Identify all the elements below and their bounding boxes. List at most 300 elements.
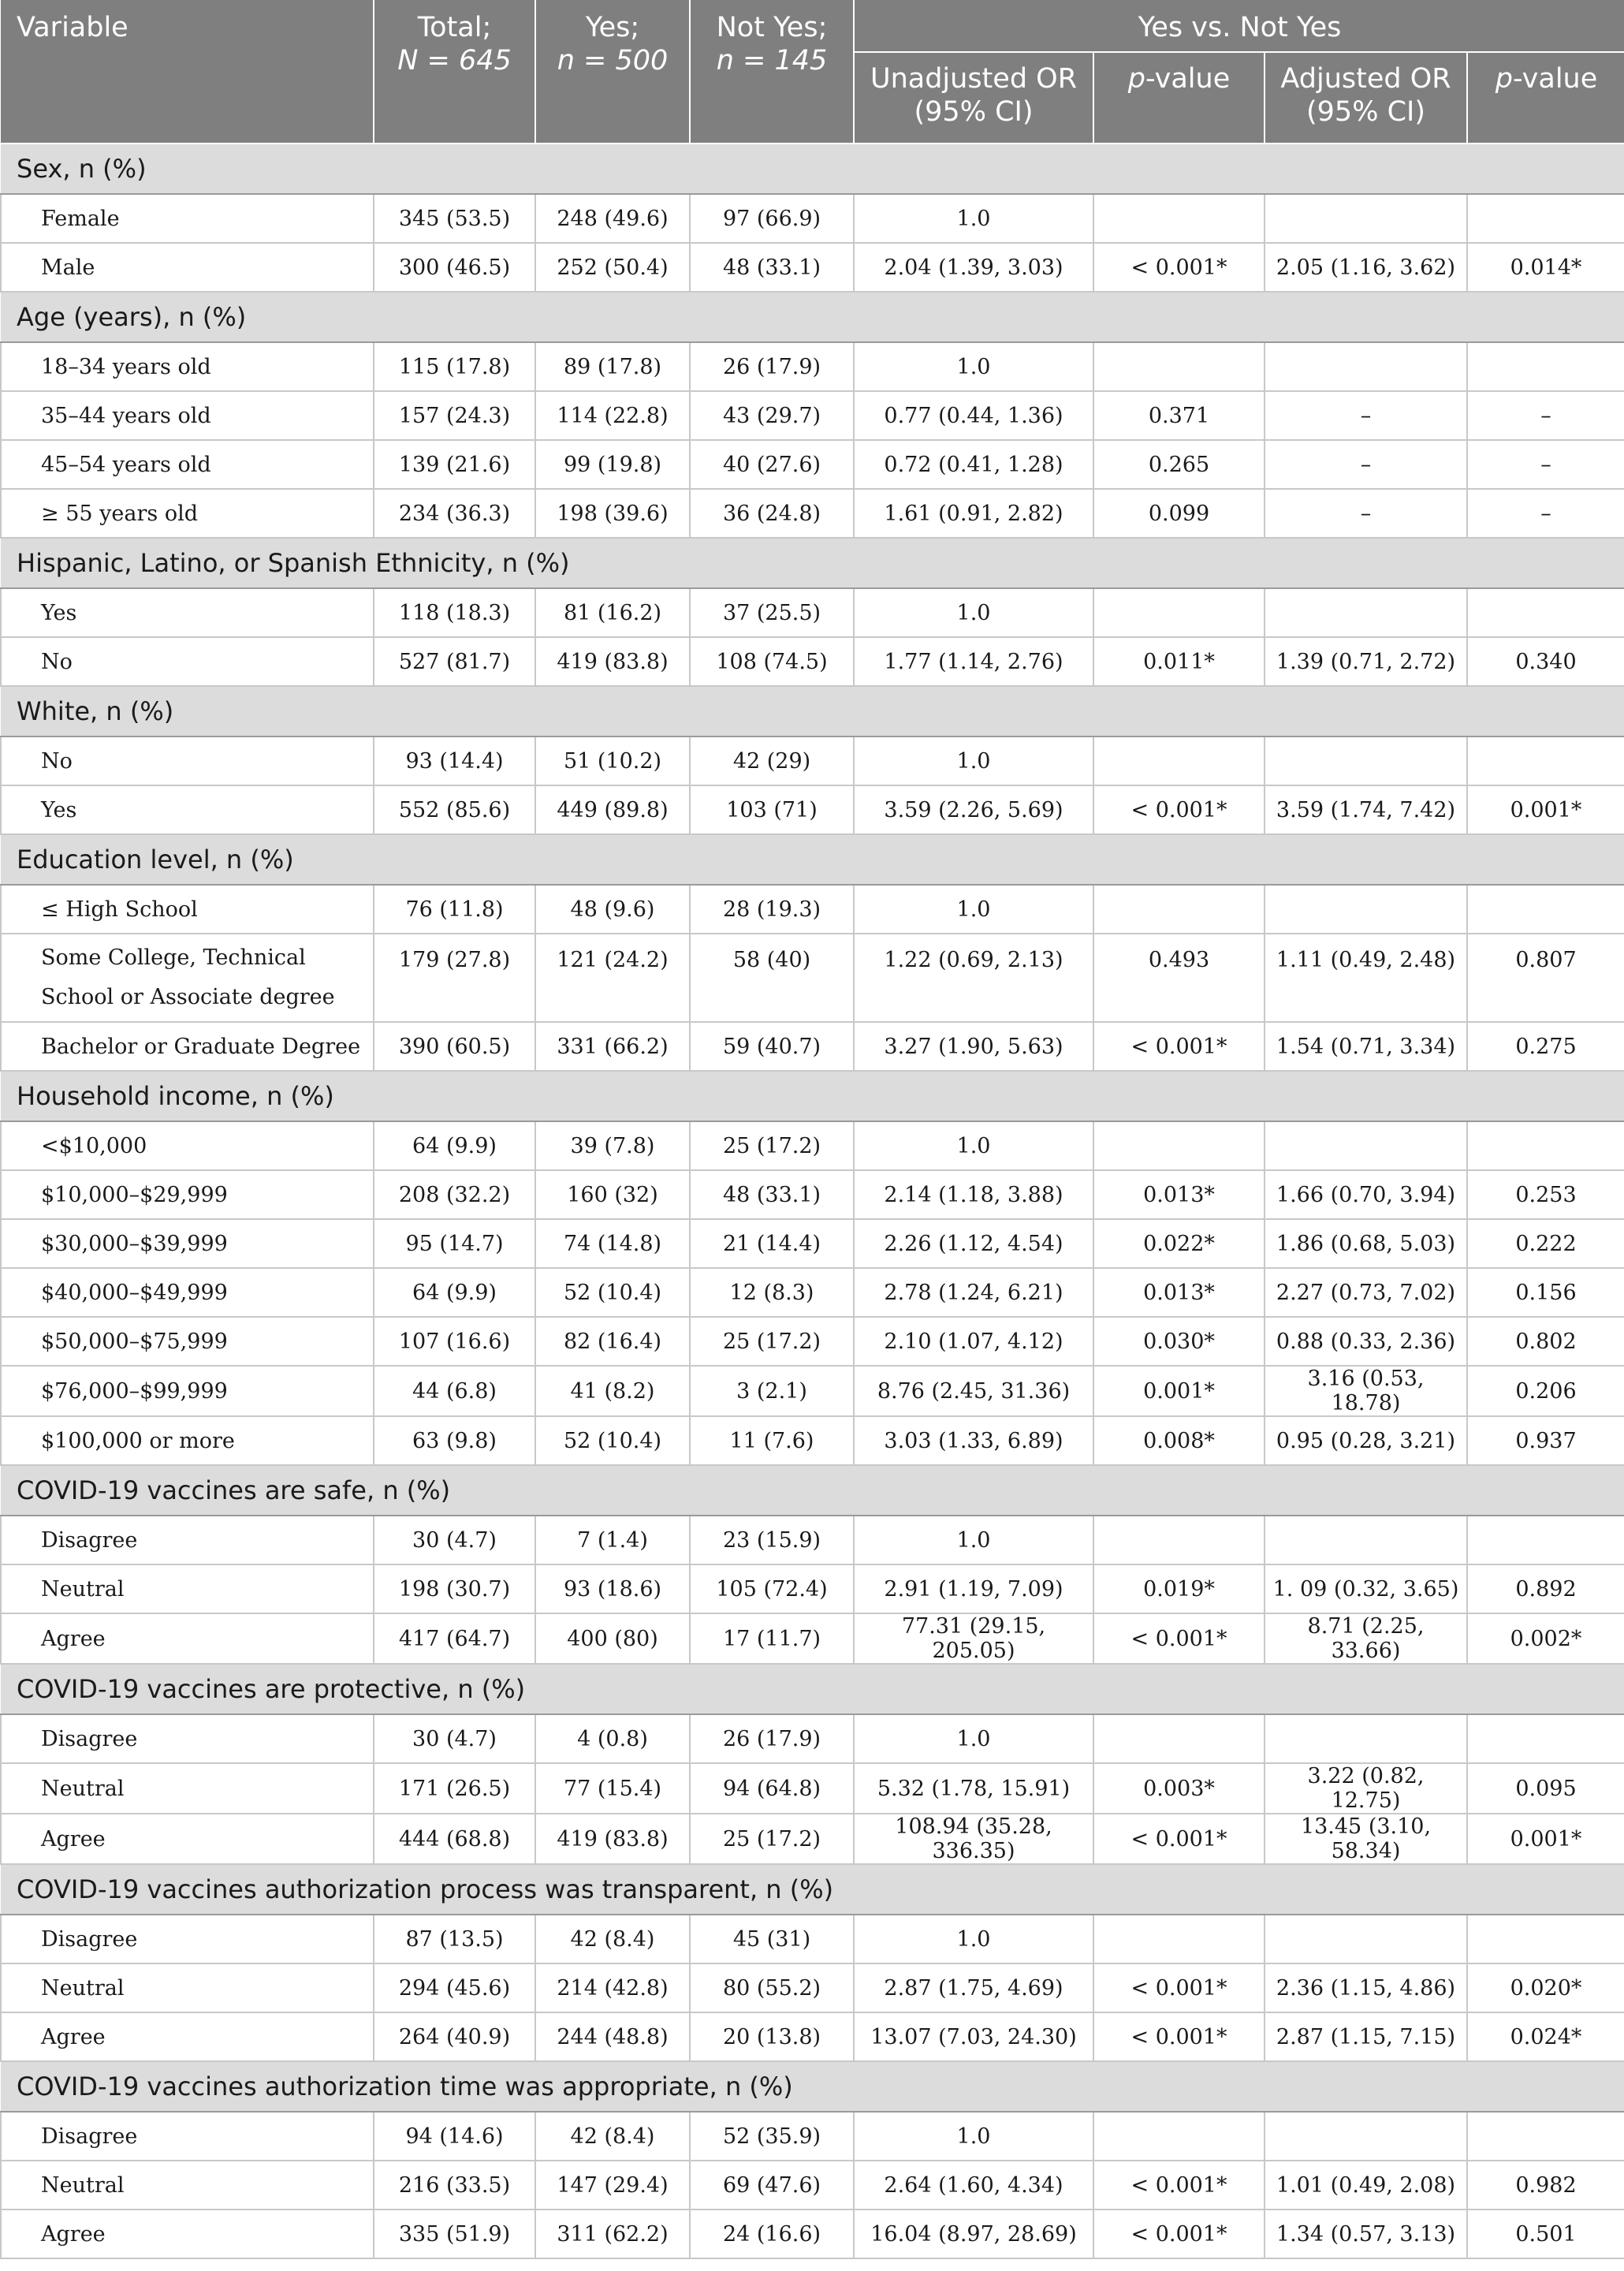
adjusted-or-cell: 2.36 (1.15, 4.86) bbox=[1265, 1963, 1467, 2012]
yes-cell: 39 (7.8) bbox=[535, 1121, 690, 1170]
unadjusted-or-cell: 1.0 bbox=[854, 2112, 1093, 2161]
pvalue-prefix: p bbox=[1495, 63, 1513, 95]
adjusted-pvalue-cell: 0.892 bbox=[1467, 1564, 1624, 1613]
not-yes-cell: 36 (24.8) bbox=[690, 489, 854, 538]
adjusted-or-cell bbox=[1265, 1915, 1467, 1963]
unadjusted-pvalue-cell: 0.099 bbox=[1093, 489, 1265, 538]
adjusted-pvalue-cell: – bbox=[1467, 391, 1624, 440]
yes-cell: 93 (18.6) bbox=[535, 1564, 690, 1613]
table-row bbox=[1, 1268, 1624, 1317]
adjusted-or-cell: 1.86 (0.68, 5.03) bbox=[1265, 1219, 1467, 1268]
yes-cell: 51 (10.2) bbox=[535, 736, 690, 785]
variable-cell: Agree bbox=[1, 2012, 374, 2061]
unadjusted-or-cell: 2.10 (1.07, 4.12) bbox=[854, 1317, 1093, 1366]
col-header-not-yes-label: Not Yes; bbox=[716, 12, 828, 43]
section-title: COVID-19 vaccines authorization time was appropriate, n (%) bbox=[1, 2061, 1624, 2112]
adjusted-pvalue-cell: 0.156 bbox=[1467, 1268, 1624, 1317]
not-yes-cell: 58 (40) bbox=[690, 934, 854, 1022]
unadjusted-pvalue-cell bbox=[1093, 194, 1265, 243]
variable-cell: Neutral bbox=[1, 1564, 374, 1613]
section-title: COVID-19 vaccines authorization process was transparent, n (%) bbox=[1, 1864, 1624, 1915]
adjusted-pvalue-cell bbox=[1467, 2112, 1624, 2161]
adjusted-or-cell bbox=[1265, 885, 1467, 934]
table-row bbox=[1, 1564, 1624, 1613]
unadjusted-pvalue-cell: 0.265 bbox=[1093, 440, 1265, 489]
adjusted-pvalue-cell: 0.206 bbox=[1467, 1366, 1624, 1416]
adjusted-pvalue-cell: 0.014* bbox=[1467, 243, 1624, 292]
adjusted-pvalue-cell bbox=[1467, 885, 1624, 934]
adjusted-or-cell: 1.11 (0.49, 2.48) bbox=[1265, 934, 1467, 1022]
yes-cell: 48 (9.6) bbox=[535, 885, 690, 934]
table-row bbox=[1, 1317, 1624, 1366]
table-row bbox=[1, 1915, 1624, 1963]
total-cell: 216 (33.5) bbox=[374, 2161, 535, 2209]
yes-cell: 331 (66.2) bbox=[535, 1022, 690, 1071]
adjusted-pvalue-cell bbox=[1467, 194, 1624, 243]
section-header-row bbox=[1, 686, 1624, 736]
not-yes-cell: 108 (74.5) bbox=[690, 637, 854, 686]
adjusted-pvalue-cell: 0.982 bbox=[1467, 2161, 1624, 2209]
unadjusted-pvalue-cell bbox=[1093, 1915, 1265, 1963]
col-header-not-yes-stat: n = 145 bbox=[716, 45, 828, 76]
section-header-row bbox=[1, 1465, 1624, 1516]
yes-cell: 52 (10.4) bbox=[535, 1268, 690, 1317]
table-row bbox=[1, 342, 1624, 391]
table-row bbox=[1, 588, 1624, 637]
unadjusted-or-cell: 1.0 bbox=[854, 1915, 1093, 1963]
variable-cell: No bbox=[1, 637, 374, 686]
not-yes-cell: 45 (31) bbox=[690, 1915, 854, 1963]
not-yes-cell: 52 (35.9) bbox=[690, 2112, 854, 2161]
yes-cell: 419 (83.8) bbox=[535, 1814, 690, 1864]
variable-cell: <$10,000 bbox=[1, 1121, 374, 1170]
not-yes-cell: 69 (47.6) bbox=[690, 2161, 854, 2209]
adjusted-or-cell: 1. 09 (0.32, 3.65) bbox=[1265, 1564, 1467, 1613]
variable-cell: Agree bbox=[1, 1814, 374, 1864]
total-cell: 76 (11.8) bbox=[374, 885, 535, 934]
table-row bbox=[1, 934, 1624, 1022]
not-yes-cell: 94 (64.8) bbox=[690, 1763, 854, 1814]
not-yes-cell: 25 (17.2) bbox=[690, 1814, 854, 1864]
adjusted-pvalue-cell bbox=[1467, 1714, 1624, 1763]
section-title: COVID-19 vaccines are protective, n (%) bbox=[1, 1664, 1624, 1714]
variable-cell: Female bbox=[1, 194, 374, 243]
unadjusted-or-cell: 2.91 (1.19, 7.09) bbox=[854, 1564, 1093, 1613]
section-header-row bbox=[1, 1071, 1624, 1121]
unadjusted-or-cell: 1.0 bbox=[854, 588, 1093, 637]
adjusted-or-cell bbox=[1265, 1516, 1467, 1564]
adjusted-pvalue-cell bbox=[1467, 342, 1624, 391]
table-row bbox=[1, 440, 1624, 489]
section-header-row bbox=[1, 834, 1624, 885]
table-row bbox=[1, 1170, 1624, 1219]
adjusted-or-cell bbox=[1265, 1121, 1467, 1170]
adjusted-or-cell: – bbox=[1265, 440, 1467, 489]
col-header-adjusted-or bbox=[1265, 52, 1467, 144]
unadjusted-pvalue-cell bbox=[1093, 1516, 1265, 1564]
unadjusted-pvalue-cell bbox=[1093, 1714, 1265, 1763]
adjusted-or-cell: 8.71 (2.25, 33.66) bbox=[1265, 1613, 1467, 1664]
total-cell: 171 (26.5) bbox=[374, 1763, 535, 1814]
not-yes-cell: 17 (11.7) bbox=[690, 1613, 854, 1664]
total-cell: 198 (30.7) bbox=[374, 1564, 535, 1613]
not-yes-cell: 12 (8.3) bbox=[690, 1268, 854, 1317]
unadjusted-pvalue-cell bbox=[1093, 736, 1265, 785]
unadjusted-pvalue-cell bbox=[1093, 885, 1265, 934]
not-yes-cell: 103 (71) bbox=[690, 785, 854, 834]
variable-cell: Yes bbox=[1, 785, 374, 834]
adjusted-or-label: Adjusted OR bbox=[1280, 63, 1451, 95]
variable-cell: $100,000 or more bbox=[1, 1416, 374, 1465]
unadjusted-pvalue-cell: < 0.001* bbox=[1093, 2209, 1265, 2258]
yes-cell: 198 (39.6) bbox=[535, 489, 690, 538]
adjusted-pvalue-cell bbox=[1467, 736, 1624, 785]
yes-cell: 74 (14.8) bbox=[535, 1219, 690, 1268]
unadjusted-or-cell: 1.0 bbox=[854, 1714, 1093, 1763]
adjusted-pvalue-cell: 0.020* bbox=[1467, 1963, 1624, 2012]
variable-cell: 35–44 years old bbox=[1, 391, 374, 440]
col-header-yes bbox=[535, 0, 690, 144]
total-cell: 107 (16.6) bbox=[374, 1317, 535, 1366]
col-header-total-label: Total; bbox=[417, 12, 492, 43]
col-header-yes-stat: n = 500 bbox=[557, 45, 669, 76]
adjusted-or-cell: 2.27 (0.73, 7.02) bbox=[1265, 1268, 1467, 1317]
yes-cell: 7 (1.4) bbox=[535, 1516, 690, 1564]
section-title: Age (years), n (%) bbox=[1, 292, 1624, 342]
adjusted-or-cell: 1.39 (0.71, 2.72) bbox=[1265, 637, 1467, 686]
not-yes-cell: 20 (13.8) bbox=[690, 2012, 854, 2061]
yes-cell: 42 (8.4) bbox=[535, 2112, 690, 2161]
unadjusted-or-cell: 1.22 (0.69, 2.13) bbox=[854, 934, 1093, 1022]
unadjusted-or-cell: 1.0 bbox=[854, 885, 1093, 934]
table-row bbox=[1, 1121, 1624, 1170]
unadjusted-or-cell: 1.0 bbox=[854, 342, 1093, 391]
total-cell: 179 (27.8) bbox=[374, 934, 535, 1022]
variable-cell: $40,000–$49,999 bbox=[1, 1268, 374, 1317]
unadjusted-pvalue-cell: 0.019* bbox=[1093, 1564, 1265, 1613]
col-header-total bbox=[374, 0, 535, 144]
adjusted-or-cell: 1.66 (0.70, 3.94) bbox=[1265, 1170, 1467, 1219]
adjusted-pvalue-cell: 0.024* bbox=[1467, 2012, 1624, 2061]
total-cell: 294 (45.6) bbox=[374, 1963, 535, 2012]
table-row bbox=[1, 2112, 1624, 2161]
unadjusted-or-cell: 2.14 (1.18, 3.88) bbox=[854, 1170, 1093, 1219]
section-header-row bbox=[1, 538, 1624, 588]
yes-cell: 114 (22.8) bbox=[535, 391, 690, 440]
adjusted-or-cell: 1.01 (0.49, 2.08) bbox=[1265, 2161, 1467, 2209]
total-cell: 115 (17.8) bbox=[374, 342, 535, 391]
section-title: Household income, n (%) bbox=[1, 1071, 1624, 1121]
unadjusted-or-ci-label: (95% CI) bbox=[914, 96, 1034, 128]
total-cell: 335 (51.9) bbox=[374, 2209, 535, 2258]
not-yes-cell: 3 (2.1) bbox=[690, 1366, 854, 1416]
unadjusted-pvalue-cell: < 0.001* bbox=[1093, 2161, 1265, 2209]
pvalue-suffix: -value bbox=[1512, 63, 1598, 95]
pvalue-suffix: -value bbox=[1145, 63, 1231, 95]
adjusted-pvalue-cell: 0.937 bbox=[1467, 1416, 1624, 1465]
unadjusted-or-cell: 2.04 (1.39, 3.03) bbox=[854, 243, 1093, 292]
adjusted-pvalue-cell: 0.095 bbox=[1467, 1763, 1624, 1814]
yes-cell: 244 (48.8) bbox=[535, 2012, 690, 2061]
col-header-variable-label: Variable bbox=[17, 12, 129, 43]
unadjusted-or-cell: 13.07 (7.03, 24.30) bbox=[854, 2012, 1093, 2061]
variable-cell: Neutral bbox=[1, 1963, 374, 2012]
unadjusted-pvalue-cell: 0.008* bbox=[1093, 1416, 1265, 1465]
unadjusted-or-cell: 108.94 (35.28, 336.35) bbox=[854, 1814, 1093, 1864]
adjusted-pvalue-cell: 0.340 bbox=[1467, 637, 1624, 686]
table-row bbox=[1, 1963, 1624, 2012]
yes-cell: 4 (0.8) bbox=[535, 1714, 690, 1763]
adjusted-or-cell bbox=[1265, 194, 1467, 243]
table-header bbox=[1, 0, 1624, 144]
unadjusted-pvalue-cell: 0.013* bbox=[1093, 1170, 1265, 1219]
table-row bbox=[1, 1763, 1624, 1814]
yes-cell: 99 (19.8) bbox=[535, 440, 690, 489]
total-cell: 390 (60.5) bbox=[374, 1022, 535, 1071]
unadjusted-or-cell: 16.04 (8.97, 28.69) bbox=[854, 2209, 1093, 2258]
yes-cell: 42 (8.4) bbox=[535, 1915, 690, 1963]
unadjusted-pvalue-cell: 0.030* bbox=[1093, 1317, 1265, 1366]
unadjusted-or-cell: 3.59 (2.26, 5.69) bbox=[854, 785, 1093, 834]
section-header-row bbox=[1, 2061, 1624, 2112]
adjusted-or-cell bbox=[1265, 588, 1467, 637]
not-yes-cell: 25 (17.2) bbox=[690, 1317, 854, 1366]
unadjusted-pvalue-cell: < 0.001* bbox=[1093, 2012, 1265, 2061]
yes-cell: 311 (62.2) bbox=[535, 2209, 690, 2258]
adjusted-or-cell: 3.59 (1.74, 7.42) bbox=[1265, 785, 1467, 834]
unadjusted-pvalue-cell: < 0.001* bbox=[1093, 1814, 1265, 1864]
adjusted-or-cell: 1.34 (0.57, 3.13) bbox=[1265, 2209, 1467, 2258]
adjusted-or-ci-label: (95% CI) bbox=[1306, 96, 1425, 128]
unadjusted-pvalue-cell: < 0.001* bbox=[1093, 243, 1265, 292]
unadjusted-or-cell: 5.32 (1.78, 15.91) bbox=[854, 1763, 1093, 1814]
variable-cell: Disagree bbox=[1, 1714, 374, 1763]
adjusted-or-cell bbox=[1265, 342, 1467, 391]
table-row bbox=[1, 1416, 1624, 1465]
total-cell: 157 (24.3) bbox=[374, 391, 535, 440]
not-yes-cell: 37 (25.5) bbox=[690, 588, 854, 637]
adjusted-or-cell: – bbox=[1265, 391, 1467, 440]
section-title: White, n (%) bbox=[1, 686, 1624, 736]
adjusted-pvalue-cell: 0.002* bbox=[1467, 1613, 1624, 1664]
pvalue-prefix: p bbox=[1127, 63, 1145, 95]
adjusted-pvalue-cell bbox=[1467, 588, 1624, 637]
variable-cell: 18–34 years old bbox=[1, 342, 374, 391]
variable-cell: Agree bbox=[1, 2209, 374, 2258]
unadjusted-pvalue-cell: 0.003* bbox=[1093, 1763, 1265, 1814]
total-cell: 527 (81.7) bbox=[374, 637, 535, 686]
total-cell: 94 (14.6) bbox=[374, 2112, 535, 2161]
not-yes-cell: 105 (72.4) bbox=[690, 1564, 854, 1613]
table-row bbox=[1, 885, 1624, 934]
table-row bbox=[1, 489, 1624, 538]
col-header-variable bbox=[1, 0, 374, 144]
table-row bbox=[1, 1714, 1624, 1763]
total-cell: 95 (14.7) bbox=[374, 1219, 535, 1268]
section-title: Sex, n (%) bbox=[1, 144, 1624, 194]
adjusted-or-cell bbox=[1265, 1714, 1467, 1763]
total-cell: 64 (9.9) bbox=[374, 1268, 535, 1317]
section-title: Hispanic, Latino, or Spanish Ethnicity, n (%) bbox=[1, 538, 1624, 588]
unadjusted-or-cell: 3.27 (1.90, 5.63) bbox=[854, 1022, 1093, 1071]
yes-cell: 160 (32) bbox=[535, 1170, 690, 1219]
unadjusted-or-cell: 1.0 bbox=[854, 1516, 1093, 1564]
unadjusted-or-cell: 1.0 bbox=[854, 736, 1093, 785]
yes-cell: 419 (83.8) bbox=[535, 637, 690, 686]
variable-cell: Disagree bbox=[1, 1516, 374, 1564]
variable-cell: Male bbox=[1, 243, 374, 292]
variable-cell: ≤ High School bbox=[1, 885, 374, 934]
unadjusted-pvalue-cell: < 0.001* bbox=[1093, 785, 1265, 834]
total-cell: 118 (18.3) bbox=[374, 588, 535, 637]
table-row bbox=[1, 243, 1624, 292]
adjusted-or-cell: 2.05 (1.16, 3.62) bbox=[1265, 243, 1467, 292]
yes-cell: 147 (29.4) bbox=[535, 2161, 690, 2209]
adjusted-pvalue-cell bbox=[1467, 1915, 1624, 1963]
not-yes-cell: 80 (55.2) bbox=[690, 1963, 854, 2012]
unadjusted-pvalue-cell: 0.011* bbox=[1093, 637, 1265, 686]
unadjusted-pvalue-cell: 0.013* bbox=[1093, 1268, 1265, 1317]
adjusted-pvalue-cell: 0.807 bbox=[1467, 934, 1624, 1022]
yes-cell: 214 (42.8) bbox=[535, 1963, 690, 2012]
table-row bbox=[1, 2209, 1624, 2258]
col-header-adjusted-pvalue bbox=[1467, 52, 1624, 144]
yes-cell: 77 (15.4) bbox=[535, 1763, 690, 1814]
unadjusted-or-cell: 1.77 (1.14, 2.76) bbox=[854, 637, 1093, 686]
variable-cell: 45–54 years old bbox=[1, 440, 374, 489]
unadjusted-pvalue-cell: 0.001* bbox=[1093, 1366, 1265, 1416]
yes-cell: 252 (50.4) bbox=[535, 243, 690, 292]
yes-cell: 89 (17.8) bbox=[535, 342, 690, 391]
section-title: COVID-19 vaccines are safe, n (%) bbox=[1, 1465, 1624, 1516]
adjusted-pvalue-cell: 0.802 bbox=[1467, 1317, 1624, 1366]
table-row bbox=[1, 2012, 1624, 2061]
unadjusted-pvalue-cell: < 0.001* bbox=[1093, 1613, 1265, 1664]
total-cell: 63 (9.8) bbox=[374, 1416, 535, 1465]
col-header-unadjusted-or bbox=[854, 52, 1093, 144]
adjusted-pvalue-cell: 0.001* bbox=[1467, 1814, 1624, 1864]
col-header-yes-label: Yes; bbox=[585, 12, 640, 43]
yes-cell: 41 (8.2) bbox=[535, 1366, 690, 1416]
unadjusted-pvalue-cell: < 0.001* bbox=[1093, 1963, 1265, 2012]
not-yes-cell: 43 (29.7) bbox=[690, 391, 854, 440]
variable-cell: Yes bbox=[1, 588, 374, 637]
table-row bbox=[1, 1814, 1624, 1864]
yes-cell: 81 (16.2) bbox=[535, 588, 690, 637]
total-cell: 417 (64.7) bbox=[374, 1613, 535, 1664]
variable-cell: $10,000–$29,999 bbox=[1, 1170, 374, 1219]
not-yes-cell: 48 (33.1) bbox=[690, 1170, 854, 1219]
unadjusted-pvalue-cell: 0.371 bbox=[1093, 391, 1265, 440]
adjusted-pvalue-cell: 0.253 bbox=[1467, 1170, 1624, 1219]
unadjusted-or-cell: 0.72 (0.41, 1.28) bbox=[854, 440, 1093, 489]
yes-cell: 449 (89.8) bbox=[535, 785, 690, 834]
yes-cell: 52 (10.4) bbox=[535, 1416, 690, 1465]
unadjusted-pvalue-cell bbox=[1093, 1121, 1265, 1170]
adjusted-or-cell: – bbox=[1265, 489, 1467, 538]
unadjusted-or-cell: 8.76 (2.45, 31.36) bbox=[854, 1366, 1093, 1416]
table-body bbox=[1, 144, 1624, 2258]
table-row bbox=[1, 1219, 1624, 1268]
variable-cell: Disagree bbox=[1, 2112, 374, 2161]
total-cell: 87 (13.5) bbox=[374, 1915, 535, 1963]
section-header-row bbox=[1, 292, 1624, 342]
not-yes-cell: 48 (33.1) bbox=[690, 243, 854, 292]
variable-cell: Some College, Technical School or Associate degree bbox=[1, 934, 374, 1022]
variable-cell: $30,000–$39,999 bbox=[1, 1219, 374, 1268]
adjusted-pvalue-cell bbox=[1467, 1121, 1624, 1170]
variable-cell: Agree bbox=[1, 1613, 374, 1664]
unadjusted-or-cell: 77.31 (29.15, 205.05) bbox=[854, 1613, 1093, 1664]
unadjusted-pvalue-cell bbox=[1093, 588, 1265, 637]
table-row bbox=[1, 736, 1624, 785]
total-cell: 64 (9.9) bbox=[374, 1121, 535, 1170]
table-row bbox=[1, 785, 1624, 834]
total-cell: 30 (4.7) bbox=[374, 1714, 535, 1763]
unadjusted-or-cell: 2.64 (1.60, 4.34) bbox=[854, 2161, 1093, 2209]
adjusted-pvalue-cell bbox=[1467, 1516, 1624, 1564]
adjusted-pvalue-cell: 0.001* bbox=[1467, 785, 1624, 834]
unadjusted-pvalue-cell: < 0.001* bbox=[1093, 1022, 1265, 1071]
adjusted-or-cell bbox=[1265, 736, 1467, 785]
not-yes-cell: 40 (27.6) bbox=[690, 440, 854, 489]
yes-cell: 82 (16.4) bbox=[535, 1317, 690, 1366]
adjusted-or-cell: 3.16 (0.53, 18.78) bbox=[1265, 1366, 1467, 1416]
col-header-total-stat: N = 645 bbox=[397, 45, 512, 76]
unadjusted-or-cell: 2.87 (1.75, 4.69) bbox=[854, 1963, 1093, 2012]
total-cell: 208 (32.2) bbox=[374, 1170, 535, 1219]
table-row bbox=[1, 1613, 1624, 1664]
variable-cell: ≥ 55 years old bbox=[1, 489, 374, 538]
col-header-unadjusted-pvalue bbox=[1093, 52, 1265, 144]
not-yes-cell: 24 (16.6) bbox=[690, 2209, 854, 2258]
total-cell: 30 (4.7) bbox=[374, 1516, 535, 1564]
not-yes-cell: 26 (17.9) bbox=[690, 342, 854, 391]
total-cell: 264 (40.9) bbox=[374, 2012, 535, 2061]
not-yes-cell: 59 (40.7) bbox=[690, 1022, 854, 1071]
table-row bbox=[1, 391, 1624, 440]
total-cell: 93 (14.4) bbox=[374, 736, 535, 785]
total-cell: 139 (21.6) bbox=[374, 440, 535, 489]
not-yes-cell: 21 (14.4) bbox=[690, 1219, 854, 1268]
total-cell: 44 (6.8) bbox=[374, 1366, 535, 1416]
variable-cell: Bachelor or Graduate Degree bbox=[1, 1022, 374, 1071]
table-row bbox=[1, 637, 1624, 686]
adjusted-pvalue-cell: 0.501 bbox=[1467, 2209, 1624, 2258]
unadjusted-pvalue-cell bbox=[1093, 2112, 1265, 2161]
unadjusted-or-cell: 3.03 (1.33, 6.89) bbox=[854, 1416, 1093, 1465]
adjusted-pvalue-cell: 0.222 bbox=[1467, 1219, 1624, 1268]
not-yes-cell: 25 (17.2) bbox=[690, 1121, 854, 1170]
not-yes-cell: 11 (7.6) bbox=[690, 1416, 854, 1465]
not-yes-cell: 28 (19.3) bbox=[690, 885, 854, 934]
col-header-not-yes bbox=[690, 0, 854, 144]
yes-cell: 121 (24.2) bbox=[535, 934, 690, 1022]
variable-cell: Neutral bbox=[1, 1763, 374, 1814]
variable-cell: No bbox=[1, 736, 374, 785]
not-yes-cell: 23 (15.9) bbox=[690, 1516, 854, 1564]
section-header-row bbox=[1, 1664, 1624, 1714]
total-cell: 552 (85.6) bbox=[374, 785, 535, 834]
section-header-row bbox=[1, 1864, 1624, 1915]
col-group-yes-vs-not-yes bbox=[854, 0, 1624, 52]
table-row bbox=[1, 1022, 1624, 1071]
col-group-label: Yes vs. Not Yes bbox=[1138, 12, 1342, 43]
total-cell: 444 (68.8) bbox=[374, 1814, 535, 1864]
total-cell: 300 (46.5) bbox=[374, 243, 535, 292]
table-row bbox=[1, 1366, 1624, 1416]
variable-cell: Neutral bbox=[1, 2161, 374, 2209]
